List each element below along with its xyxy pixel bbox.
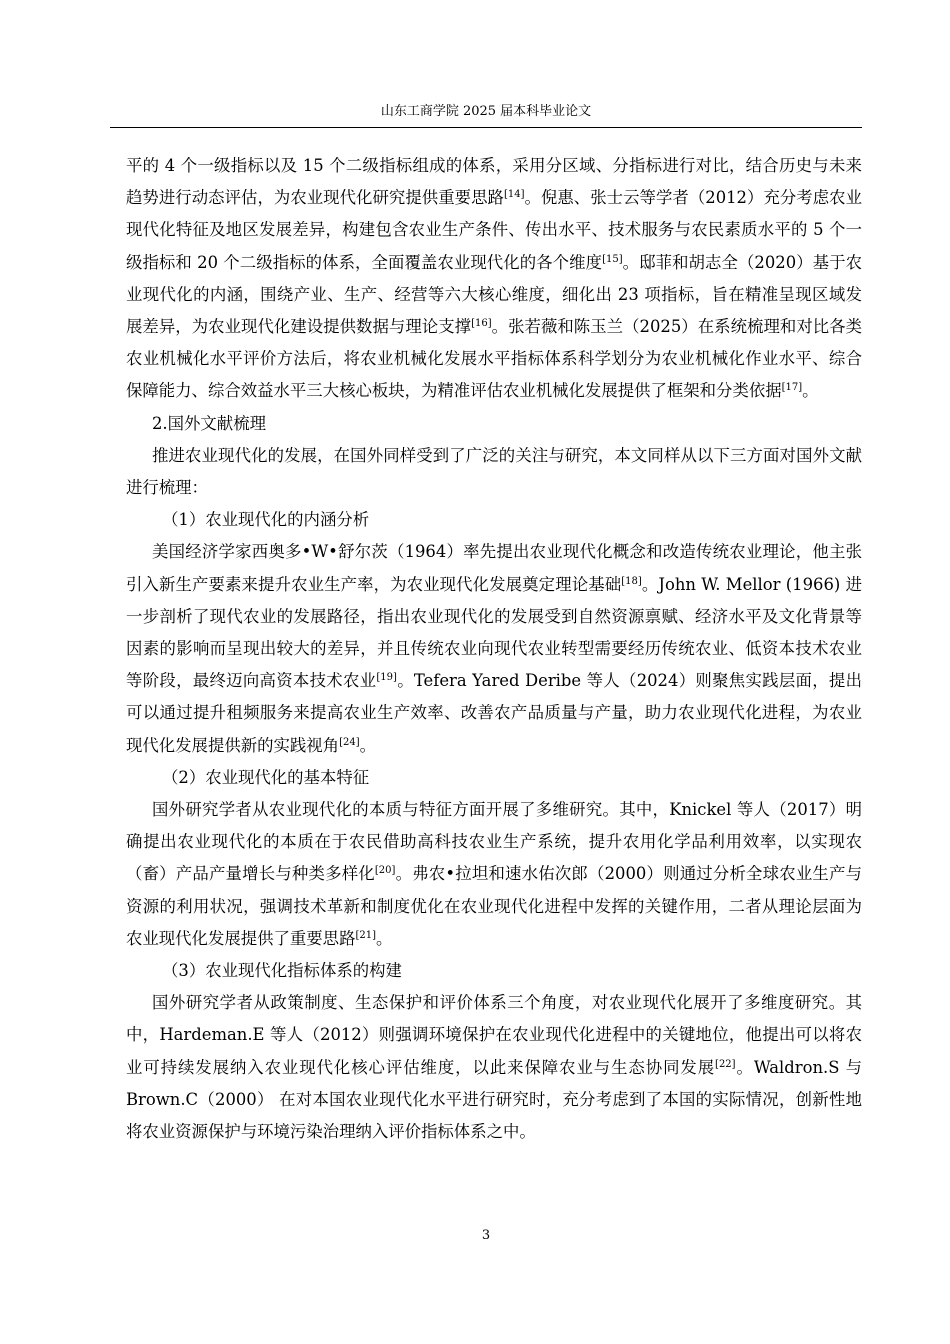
- citation-ref: [15]: [602, 253, 623, 265]
- paragraph-indicator-system: 国外研究学者从政策制度、生态保护和评价体系三个角度，对农业现代化展开了多维度研究。其中，Hardeman.E 等人（2012）则强调环境保护在农业现代化进程中的关键地位，他提出可以将农业可持续发展纳入农业现代化核心评估维度，以此来保障农业与生态协同发展[22]。Waldron.S 与 Brown.C（2000） 在对本国农业现代化水平进行研究时，充分考虑到了本国的实际情况，创新性地将农业资源保护与环境污染治理纳入评价指标体系之中。: [126, 993, 862, 1142]
- page-number: 3: [481, 1228, 491, 1243]
- citation-ref: [22]: [715, 1058, 736, 1070]
- citation-ref: [18]: [621, 575, 642, 587]
- paragraph-foreign-intro: 推进农业现代化的发展，在国外同样受到了广泛的关注与研究，本文同样从以下三方面对国外文献进行梳理：: [126, 445, 862, 498]
- running-header: 山东工商学院 2025 届本科毕业论文: [380, 104, 592, 119]
- paragraph-connotation: 美国经济学家西奥多•W•舒尔茨（1964）率先提出农业现代化概念和改造传统农业理论，他主张引入新生产要素来提升农业生产率，为农业现代化发展奠定理论基础[18]。John W. Mellor (1966) 进一步剖析了现代农业的发展路径，指出农业现代化的发展受到自然资源禀赋、经济水平及文化背景等因素的影响而呈现出较大的差异，并且传统农业向现代农业转型需要经历传统农业、低资本技术农业等阶段，最终迈向高资本技术农业[19]。Tefera Yared Deribe 等人（2024）则聚焦实践层面，提出可以通过提升租频服务来提高农业生产效率、改善农产品质量与产量，助力农业现代化进程，为农业现代化发展提供新的实践视角[24]。: [126, 542, 863, 755]
- subheading-features: （2）农业现代化的基本特征: [162, 767, 370, 787]
- citation-ref: [16]: [471, 318, 492, 330]
- page-body: [126, 150, 862, 1148]
- subheading-connotation: （1）农业现代化的内涵分析: [162, 510, 370, 530]
- citation-ref: [20]: [374, 865, 396, 877]
- citation-ref: [21]: [355, 929, 376, 941]
- paragraph-features: 国外研究学者从农业现代化的本质与特征方面开展了多维研究。其中，Knickel 等人（2017）明确提出农业现代化的本质在于农民借助高科技农业生产系统，提升农用化学品利用效率，以实现农（畜）产品产量增长与种类多样化[20]。弗农•拉坦和速水佑次郎（2000）则通过分析全球农业生产与资源的利用状况，强调技术革新和制度优化在农业现代化进程中发挥的关键作用，二者从理论层面为农业现代化发展提供了重要思路[21]。: [126, 800, 863, 948]
- citation-ref: [19]: [376, 672, 397, 684]
- section-heading-foreign-review: 2.国外文献梳理: [152, 413, 266, 433]
- header-rule: [110, 127, 862, 128]
- paragraph-domestic-indicators: 平的 4 个一级指标以及 15 个二级指标组成的体系，采用分区域、分指标进行对比，结合历史与未来趋势进行动态评估，为农业现代化研究提供重要思路[14]。倪惠、张士云等学者（2012）充分考虑农业现代化特征及地区发展差异，构建包含农业生产条件、传出水平、技术服务与农民素质水平的 5 个一级指标和 20 个二级指标的体系，全面覆盖农业现代化的各个维度[15]。邸菲和胡志全（2020）基于农业现代化的内涵，围绕产业、生产、经营等六大核心维度，细化出 23 项指标，旨在精准呈现区域发展差异，为农业现代化建设提供数据与理论支撑[16]。张若薇和陈玉兰（2025）在系统梳理和对比各类农业机械化水平评价方法后，将农业机械化发展水平指标体系科学划分为农业机械化作业水平、综合保障能力、综合效益水平三大核心板块，为精准评估农业机械化发展提供了框架和分类依据[17]。: [126, 156, 863, 401]
- citation-ref: [17]: [781, 382, 803, 394]
- citation-ref: [14]: [503, 189, 525, 201]
- citation-ref: [24]: [339, 736, 360, 748]
- subheading-indicator-system: （3）农业现代化指标体系的构建: [162, 961, 402, 981]
